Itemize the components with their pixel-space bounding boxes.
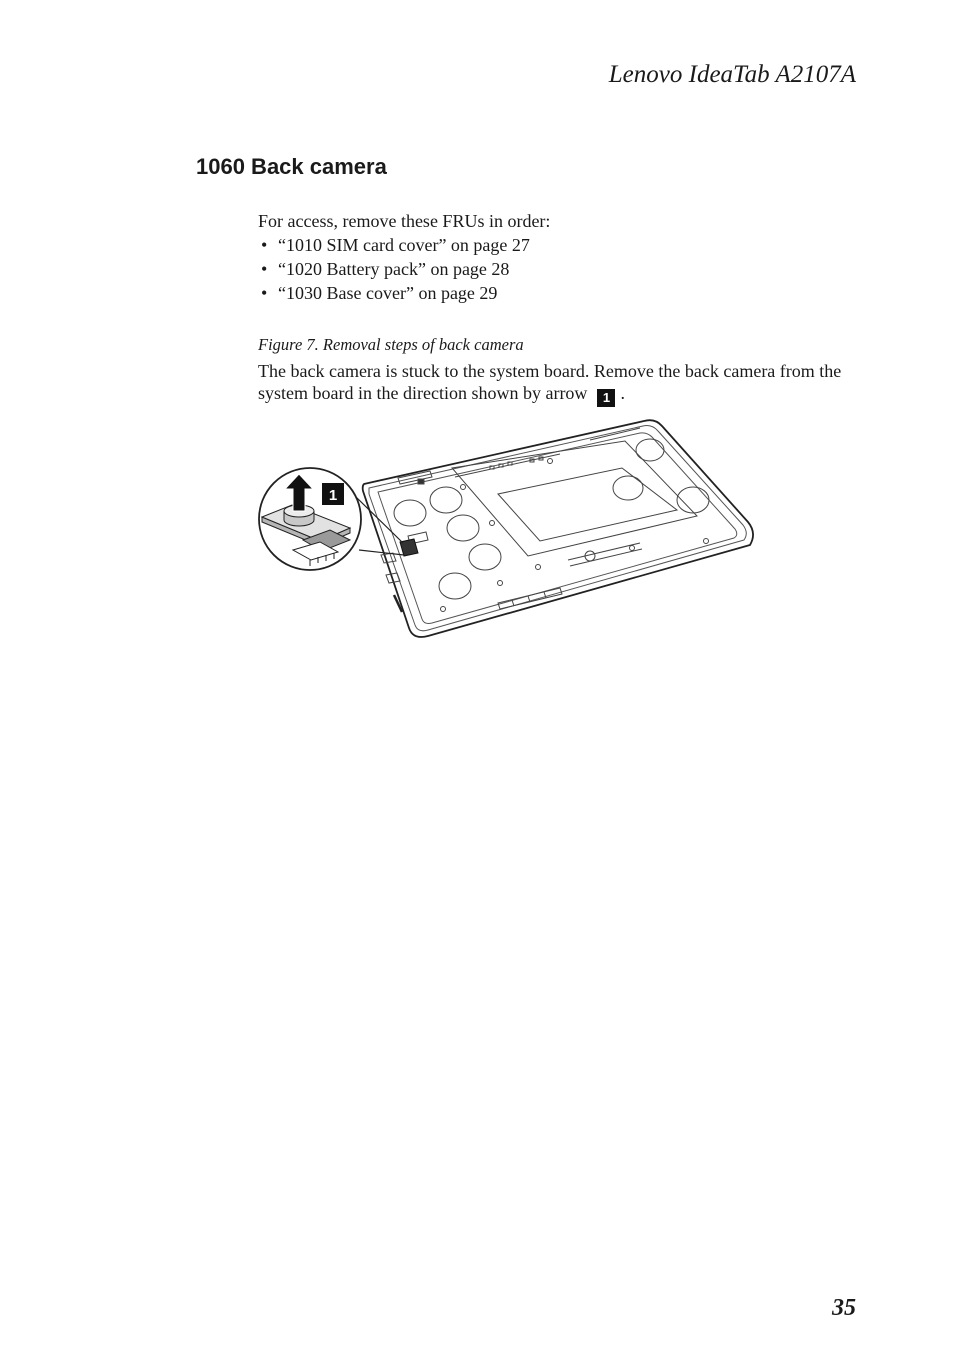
bullet-symbol: •	[261, 283, 268, 303]
removal-instructions-text: The back camera is stuck to the system board. Remove the back camera from the system board in the direction shown by arrow	[258, 361, 842, 403]
access-intro: For access, remove these FRUs in order:	[258, 211, 551, 231]
fru-list	[258, 233, 530, 305]
step-badge-inline: 1	[597, 389, 615, 407]
running-header: Lenovo IdeaTab A2107A	[608, 61, 856, 88]
back-camera-removal-illustration	[250, 410, 770, 650]
figure-caption: Figure 7. Removal steps of back camera	[258, 335, 524, 354]
bullet-symbol: •	[261, 259, 268, 279]
sentence-end: .	[620, 383, 625, 403]
fru-item-base-cover: “1030 Base cover” on page 29	[278, 283, 498, 303]
top-left-clip	[418, 479, 424, 484]
fru-list-item	[258, 257, 530, 281]
fru-item-sim-card-cover: “1010 SIM card cover” on page 27	[278, 235, 530, 255]
callout-step-label: 1	[328, 487, 338, 504]
tablet-outer-edge	[363, 420, 753, 637]
section-title: 1060 Back camera	[196, 154, 387, 179]
fru-list-item	[258, 233, 530, 257]
page-number: 35	[832, 1295, 856, 1321]
removal-instructions	[258, 360, 858, 407]
fru-item-battery-pack: “1020 Battery pack” on page 28	[278, 259, 510, 279]
tablet-body	[363, 420, 753, 637]
fru-list-item	[258, 281, 530, 305]
bullet-symbol: •	[261, 235, 268, 255]
